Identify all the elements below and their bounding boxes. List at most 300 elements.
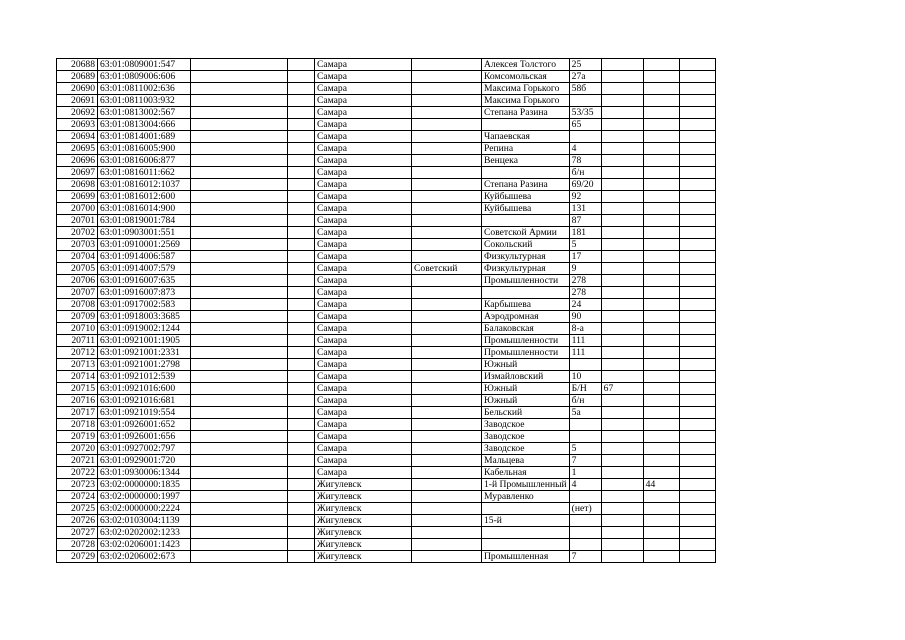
cell-cadastral-number[interactable]: 63:01:0921001:2331 xyxy=(98,347,191,359)
cell-extra2[interactable] xyxy=(643,515,679,527)
cell-street[interactable] xyxy=(482,503,570,515)
cell-city[interactable]: Самара xyxy=(315,383,412,395)
cell-empty[interactable] xyxy=(679,503,715,515)
cell-extra[interactable] xyxy=(601,59,643,71)
cell-empty[interactable] xyxy=(191,299,288,311)
cell-cadastral-number[interactable]: 63:01:0929001:720 xyxy=(98,455,191,467)
cell-street[interactable]: Южный xyxy=(482,359,570,371)
cell-extra2[interactable] xyxy=(643,155,679,167)
cell-empty[interactable] xyxy=(191,479,288,491)
cell-extra2[interactable] xyxy=(643,311,679,323)
cell-city[interactable]: Самара xyxy=(315,239,412,251)
cell-house[interactable]: 92 xyxy=(569,191,601,203)
cell-empty[interactable] xyxy=(679,407,715,419)
cell-empty[interactable] xyxy=(288,227,315,239)
cell-extra2[interactable] xyxy=(643,491,679,503)
cell-street[interactable]: Промышленности xyxy=(482,275,570,287)
cell-empty[interactable] xyxy=(191,83,288,95)
cell-row-number[interactable]: 20713 xyxy=(57,359,98,371)
cell-city[interactable]: Самара xyxy=(315,143,412,155)
cell-house[interactable]: 27а xyxy=(569,71,601,83)
cell-extra2[interactable] xyxy=(643,359,679,371)
cell-street[interactable] xyxy=(482,527,570,539)
cell-extra[interactable] xyxy=(601,371,643,383)
cell-cadastral-number[interactable]: 63:01:0816012:1037 xyxy=(98,179,191,191)
cell-district[interactable] xyxy=(412,287,482,299)
cell-house[interactable]: 65 xyxy=(569,119,601,131)
cell-district[interactable] xyxy=(412,371,482,383)
cell-empty[interactable] xyxy=(679,203,715,215)
cell-district[interactable] xyxy=(412,539,482,551)
cell-house[interactable]: 25 xyxy=(569,59,601,71)
cell-extra[interactable] xyxy=(601,203,643,215)
cell-extra[interactable] xyxy=(601,551,643,563)
cell-district[interactable] xyxy=(412,491,482,503)
cell-empty[interactable] xyxy=(191,95,288,107)
cell-cadastral-number[interactable]: 63:01:0919002:1244 xyxy=(98,323,191,335)
cell-district[interactable] xyxy=(412,179,482,191)
cell-street[interactable]: Заводское xyxy=(482,419,570,431)
cell-row-number[interactable]: 20692 xyxy=(57,107,98,119)
cell-empty[interactable] xyxy=(288,191,315,203)
cell-district[interactable] xyxy=(412,515,482,527)
cell-empty[interactable] xyxy=(288,479,315,491)
cell-cadastral-number[interactable]: 63:01:0809006:606 xyxy=(98,71,191,83)
cell-empty[interactable] xyxy=(288,311,315,323)
cell-cadastral-number[interactable]: 63:01:0921001:2798 xyxy=(98,359,191,371)
cell-house[interactable]: 17 xyxy=(569,251,601,263)
cell-row-number[interactable]: 20697 xyxy=(57,167,98,179)
cell-cadastral-number[interactable]: 63:01:0816011:662 xyxy=(98,167,191,179)
cell-row-number[interactable]: 20722 xyxy=(57,467,98,479)
cell-street[interactable]: 15-й xyxy=(482,515,570,527)
cell-street[interactable]: Комсомольская xyxy=(482,71,570,83)
cell-row-number[interactable]: 20698 xyxy=(57,179,98,191)
cell-extra[interactable] xyxy=(601,335,643,347)
cell-extra[interactable] xyxy=(601,71,643,83)
cell-street[interactable]: Заводское xyxy=(482,431,570,443)
cell-street[interactable]: 1-й Промышленный xyxy=(482,479,570,491)
cell-extra[interactable] xyxy=(601,299,643,311)
cell-empty[interactable] xyxy=(191,515,288,527)
cell-city[interactable]: Жигулевск xyxy=(315,503,412,515)
cell-empty[interactable] xyxy=(191,131,288,143)
cell-empty[interactable] xyxy=(288,263,315,275)
cell-extra2[interactable] xyxy=(643,539,679,551)
cell-empty[interactable] xyxy=(288,71,315,83)
cell-city[interactable]: Самара xyxy=(315,107,412,119)
cell-house[interactable]: 1 xyxy=(569,467,601,479)
cell-street[interactable]: Физкультурная xyxy=(482,263,570,275)
cell-extra[interactable] xyxy=(601,155,643,167)
cell-empty[interactable] xyxy=(288,419,315,431)
cell-street[interactable] xyxy=(482,119,570,131)
cell-house[interactable]: 24 xyxy=(569,299,601,311)
cell-empty[interactable] xyxy=(679,371,715,383)
cell-house[interactable]: (нет) xyxy=(569,503,601,515)
cell-empty[interactable] xyxy=(191,527,288,539)
cell-row-number[interactable]: 20701 xyxy=(57,215,98,227)
cell-empty[interactable] xyxy=(191,443,288,455)
cell-empty[interactable] xyxy=(679,95,715,107)
cell-house[interactable] xyxy=(569,515,601,527)
cell-cadastral-number[interactable]: 63:01:0903001:551 xyxy=(98,227,191,239)
cell-row-number[interactable]: 20691 xyxy=(57,95,98,107)
cell-cadastral-number[interactable]: 63:01:0809001:547 xyxy=(98,59,191,71)
cell-street[interactable]: Измайловский xyxy=(482,371,570,383)
cell-district[interactable] xyxy=(412,275,482,287)
cell-empty[interactable] xyxy=(679,71,715,83)
cell-extra[interactable] xyxy=(601,107,643,119)
cell-city[interactable]: Самара xyxy=(315,395,412,407)
cell-city[interactable]: Самара xyxy=(315,155,412,167)
cell-city[interactable]: Самара xyxy=(315,119,412,131)
cell-house[interactable]: 10 xyxy=(569,371,601,383)
cell-cadastral-number[interactable]: 63:01:0926001:652 xyxy=(98,419,191,431)
cell-city[interactable]: Самара xyxy=(315,431,412,443)
cell-empty[interactable] xyxy=(191,491,288,503)
cell-city[interactable]: Самара xyxy=(315,359,412,371)
cell-empty[interactable] xyxy=(191,347,288,359)
cell-empty[interactable] xyxy=(679,167,715,179)
cell-empty[interactable] xyxy=(288,155,315,167)
cell-row-number[interactable]: 20710 xyxy=(57,323,98,335)
cell-empty[interactable] xyxy=(191,455,288,467)
cell-house[interactable]: 9 xyxy=(569,263,601,275)
cell-empty[interactable] xyxy=(679,419,715,431)
cell-row-number[interactable]: 20729 xyxy=(57,551,98,563)
cell-empty[interactable] xyxy=(288,335,315,347)
cell-extra[interactable] xyxy=(601,227,643,239)
cell-house[interactable]: 278 xyxy=(569,275,601,287)
cell-extra2[interactable] xyxy=(643,239,679,251)
cell-row-number[interactable]: 20720 xyxy=(57,443,98,455)
cell-row-number[interactable]: 20700 xyxy=(57,203,98,215)
cell-empty[interactable] xyxy=(191,287,288,299)
cell-extra2[interactable] xyxy=(643,455,679,467)
cell-empty[interactable] xyxy=(288,131,315,143)
cell-street[interactable] xyxy=(482,215,570,227)
cell-empty[interactable] xyxy=(191,539,288,551)
cell-extra[interactable] xyxy=(601,455,643,467)
cell-street[interactable]: Максима Горького xyxy=(482,83,570,95)
cell-city[interactable]: Самара xyxy=(315,299,412,311)
cell-empty[interactable] xyxy=(191,431,288,443)
cell-empty[interactable] xyxy=(191,215,288,227)
cell-empty[interactable] xyxy=(191,143,288,155)
cell-row-number[interactable]: 20711 xyxy=(57,335,98,347)
cell-extra2[interactable] xyxy=(643,203,679,215)
cell-district[interactable] xyxy=(412,107,482,119)
cell-street[interactable]: Куйбышева xyxy=(482,203,570,215)
cell-empty[interactable] xyxy=(288,95,315,107)
cell-extra2[interactable] xyxy=(643,431,679,443)
cell-district[interactable] xyxy=(412,467,482,479)
cell-house[interactable]: 53/35 xyxy=(569,107,601,119)
cell-extra[interactable] xyxy=(601,323,643,335)
cell-empty[interactable] xyxy=(679,59,715,71)
cell-empty[interactable] xyxy=(679,131,715,143)
cell-house[interactable] xyxy=(569,359,601,371)
cell-empty[interactable] xyxy=(679,515,715,527)
cell-extra2[interactable] xyxy=(643,131,679,143)
cell-empty[interactable] xyxy=(191,239,288,251)
cell-empty[interactable] xyxy=(679,191,715,203)
cell-empty[interactable] xyxy=(288,383,315,395)
cell-empty[interactable] xyxy=(679,215,715,227)
cell-city[interactable]: Самара xyxy=(315,251,412,263)
cell-extra2[interactable] xyxy=(643,443,679,455)
cell-empty[interactable] xyxy=(679,227,715,239)
cell-house[interactable]: 78 xyxy=(569,155,601,167)
cell-empty[interactable] xyxy=(679,539,715,551)
cell-extra[interactable] xyxy=(601,479,643,491)
cell-empty[interactable] xyxy=(288,503,315,515)
cell-empty[interactable] xyxy=(679,347,715,359)
cell-empty[interactable] xyxy=(191,119,288,131)
cell-street[interactable]: Алексея Толстого xyxy=(482,59,570,71)
cell-district[interactable] xyxy=(412,191,482,203)
cell-extra[interactable] xyxy=(601,179,643,191)
cell-empty[interactable] xyxy=(679,311,715,323)
cell-street[interactable]: Аэродромная xyxy=(482,311,570,323)
cell-district[interactable]: Советский xyxy=(412,263,482,275)
cell-house[interactable] xyxy=(569,491,601,503)
cell-city[interactable]: Самара xyxy=(315,191,412,203)
cell-extra[interactable] xyxy=(601,359,643,371)
cell-cadastral-number[interactable]: 63:01:0816014:900 xyxy=(98,203,191,215)
cell-extra[interactable] xyxy=(601,527,643,539)
cell-street[interactable]: Промышленности xyxy=(482,335,570,347)
cell-empty[interactable] xyxy=(191,311,288,323)
cell-empty[interactable] xyxy=(288,83,315,95)
cell-empty[interactable] xyxy=(679,179,715,191)
cell-row-number[interactable]: 20726 xyxy=(57,515,98,527)
cell-row-number[interactable]: 20728 xyxy=(57,539,98,551)
cell-row-number[interactable]: 20695 xyxy=(57,143,98,155)
cell-cadastral-number[interactable]: 63:01:0921019:554 xyxy=(98,407,191,419)
cell-empty[interactable] xyxy=(191,179,288,191)
cell-extra2[interactable] xyxy=(643,527,679,539)
cell-row-number[interactable]: 20719 xyxy=(57,431,98,443)
cell-city[interactable]: Самара xyxy=(315,95,412,107)
cell-empty[interactable] xyxy=(679,275,715,287)
cell-extra2[interactable] xyxy=(643,467,679,479)
cell-empty[interactable] xyxy=(191,275,288,287)
cell-empty[interactable] xyxy=(191,395,288,407)
cell-city[interactable]: Самара xyxy=(315,59,412,71)
cell-empty[interactable] xyxy=(191,323,288,335)
cell-house[interactable]: 181 xyxy=(569,227,601,239)
cell-street[interactable] xyxy=(482,539,570,551)
cell-row-number[interactable]: 20717 xyxy=(57,407,98,419)
cell-empty[interactable] xyxy=(288,287,315,299)
cell-extra2[interactable] xyxy=(643,299,679,311)
cell-street[interactable]: Заводское xyxy=(482,443,570,455)
cell-extra[interactable] xyxy=(601,287,643,299)
cell-street[interactable]: Мальцева xyxy=(482,455,570,467)
cell-cadastral-number[interactable]: 63:02:0206002:673 xyxy=(98,551,191,563)
cell-extra2[interactable] xyxy=(643,263,679,275)
cell-extra[interactable] xyxy=(601,515,643,527)
cell-city[interactable]: Самара xyxy=(315,179,412,191)
cell-cadastral-number[interactable]: 63:01:0914007:579 xyxy=(98,263,191,275)
cell-district[interactable] xyxy=(412,215,482,227)
cell-street[interactable]: Промышленная xyxy=(482,551,570,563)
cell-house[interactable] xyxy=(569,419,601,431)
cell-house[interactable]: 131 xyxy=(569,203,601,215)
cell-house[interactable]: 4 xyxy=(569,479,601,491)
cell-empty[interactable] xyxy=(679,443,715,455)
cell-empty[interactable] xyxy=(288,119,315,131)
cell-empty[interactable] xyxy=(191,155,288,167)
cell-house[interactable]: 4 xyxy=(569,143,601,155)
cell-empty[interactable] xyxy=(191,167,288,179)
cell-district[interactable] xyxy=(412,251,482,263)
cell-district[interactable] xyxy=(412,359,482,371)
cell-extra2[interactable] xyxy=(643,275,679,287)
cell-street[interactable]: Сокольский xyxy=(482,239,570,251)
cell-empty[interactable] xyxy=(191,359,288,371)
cell-street[interactable]: Южный xyxy=(482,395,570,407)
cell-street[interactable]: Степана Разина xyxy=(482,179,570,191)
cell-extra2[interactable] xyxy=(643,371,679,383)
cell-house[interactable]: 111 xyxy=(569,347,601,359)
cell-cadastral-number[interactable]: 63:01:0916007:635 xyxy=(98,275,191,287)
cell-district[interactable] xyxy=(412,143,482,155)
cell-city[interactable]: Самара xyxy=(315,167,412,179)
cell-empty[interactable] xyxy=(679,431,715,443)
cell-street[interactable] xyxy=(482,287,570,299)
cell-extra2[interactable] xyxy=(643,227,679,239)
cell-row-number[interactable]: 20704 xyxy=(57,251,98,263)
cell-empty[interactable] xyxy=(679,527,715,539)
cell-empty[interactable] xyxy=(288,239,315,251)
cell-empty[interactable] xyxy=(191,227,288,239)
cell-row-number[interactable]: 20689 xyxy=(57,71,98,83)
cell-empty[interactable] xyxy=(288,527,315,539)
cell-extra2[interactable] xyxy=(643,215,679,227)
cell-extra2[interactable] xyxy=(643,83,679,95)
cell-row-number[interactable]: 20716 xyxy=(57,395,98,407)
cell-cadastral-number[interactable]: 63:01:0814001:689 xyxy=(98,131,191,143)
cell-empty[interactable] xyxy=(679,263,715,275)
cell-extra[interactable] xyxy=(601,407,643,419)
cell-extra[interactable] xyxy=(601,263,643,275)
cell-district[interactable] xyxy=(412,335,482,347)
cell-empty[interactable] xyxy=(679,119,715,131)
cell-empty[interactable] xyxy=(679,335,715,347)
cell-city[interactable]: Самара xyxy=(315,347,412,359)
cell-empty[interactable] xyxy=(679,155,715,167)
cell-empty[interactable] xyxy=(191,383,288,395)
cell-house[interactable]: 111 xyxy=(569,335,601,347)
cell-extra[interactable] xyxy=(601,239,643,251)
cell-empty[interactable] xyxy=(288,407,315,419)
cell-row-number[interactable]: 20723 xyxy=(57,479,98,491)
cell-empty[interactable] xyxy=(679,395,715,407)
cell-street[interactable]: Степана Разина xyxy=(482,107,570,119)
cell-row-number[interactable]: 20724 xyxy=(57,491,98,503)
cell-extra[interactable] xyxy=(601,83,643,95)
cell-city[interactable]: Самара xyxy=(315,203,412,215)
cell-empty[interactable] xyxy=(288,491,315,503)
cell-extra2[interactable] xyxy=(643,323,679,335)
cell-row-number[interactable]: 20702 xyxy=(57,227,98,239)
cell-house[interactable]: 5 xyxy=(569,443,601,455)
cell-city[interactable]: Самара xyxy=(315,443,412,455)
cell-empty[interactable] xyxy=(191,71,288,83)
cell-street[interactable]: Куйбышева xyxy=(482,191,570,203)
cell-empty[interactable] xyxy=(288,143,315,155)
cell-cadastral-number[interactable]: 63:01:0916007:873 xyxy=(98,287,191,299)
cell-cadastral-number[interactable]: 63:01:0921016:600 xyxy=(98,383,191,395)
cell-street[interactable]: Чапаевская xyxy=(482,131,570,143)
cell-row-number[interactable]: 20696 xyxy=(57,155,98,167)
cell-city[interactable]: Жигулевск xyxy=(315,551,412,563)
cell-extra[interactable] xyxy=(601,431,643,443)
cell-cadastral-number[interactable]: 63:02:0103004:1139 xyxy=(98,515,191,527)
cell-district[interactable] xyxy=(412,443,482,455)
cell-empty[interactable] xyxy=(191,59,288,71)
cell-extra2[interactable] xyxy=(643,119,679,131)
cell-house[interactable] xyxy=(569,95,601,107)
cell-extra[interactable] xyxy=(601,419,643,431)
cell-cadastral-number[interactable]: 63:01:0921016:681 xyxy=(98,395,191,407)
cell-row-number[interactable]: 20725 xyxy=(57,503,98,515)
cell-row-number[interactable]: 20721 xyxy=(57,455,98,467)
cell-city[interactable]: Самара xyxy=(315,263,412,275)
cell-empty[interactable] xyxy=(191,467,288,479)
cell-cadastral-number[interactable]: 63:01:0927002:797 xyxy=(98,443,191,455)
cell-extra2[interactable] xyxy=(643,551,679,563)
cell-empty[interactable] xyxy=(288,359,315,371)
cell-extra[interactable] xyxy=(601,167,643,179)
cell-empty[interactable] xyxy=(191,263,288,275)
cell-extra2[interactable] xyxy=(643,167,679,179)
cell-extra2[interactable] xyxy=(643,71,679,83)
cell-house[interactable] xyxy=(569,131,601,143)
cell-empty[interactable] xyxy=(191,335,288,347)
cell-city[interactable]: Самара xyxy=(315,131,412,143)
cell-district[interactable] xyxy=(412,407,482,419)
cell-city[interactable]: Самара xyxy=(315,323,412,335)
cell-empty[interactable] xyxy=(191,107,288,119)
cell-empty[interactable] xyxy=(288,515,315,527)
cell-district[interactable] xyxy=(412,395,482,407)
cell-city[interactable]: Самара xyxy=(315,227,412,239)
cell-row-number[interactable]: 20703 xyxy=(57,239,98,251)
cell-row-number[interactable]: 20693 xyxy=(57,119,98,131)
cell-city[interactable]: Самара xyxy=(315,419,412,431)
cell-district[interactable] xyxy=(412,71,482,83)
cell-district[interactable] xyxy=(412,431,482,443)
cell-empty[interactable] xyxy=(679,467,715,479)
cell-house[interactable]: 8-а xyxy=(569,323,601,335)
cell-cadastral-number[interactable]: 63:01:0918003:3685 xyxy=(98,311,191,323)
cell-street[interactable]: Южный xyxy=(482,383,570,395)
cell-empty[interactable] xyxy=(288,179,315,191)
cell-empty[interactable] xyxy=(288,167,315,179)
cell-extra[interactable] xyxy=(601,467,643,479)
cell-extra[interactable] xyxy=(601,275,643,287)
cell-extra[interactable] xyxy=(601,347,643,359)
cell-district[interactable] xyxy=(412,83,482,95)
cell-empty[interactable] xyxy=(191,371,288,383)
cell-district[interactable] xyxy=(412,347,482,359)
cell-empty[interactable] xyxy=(288,215,315,227)
cell-empty[interactable] xyxy=(288,107,315,119)
